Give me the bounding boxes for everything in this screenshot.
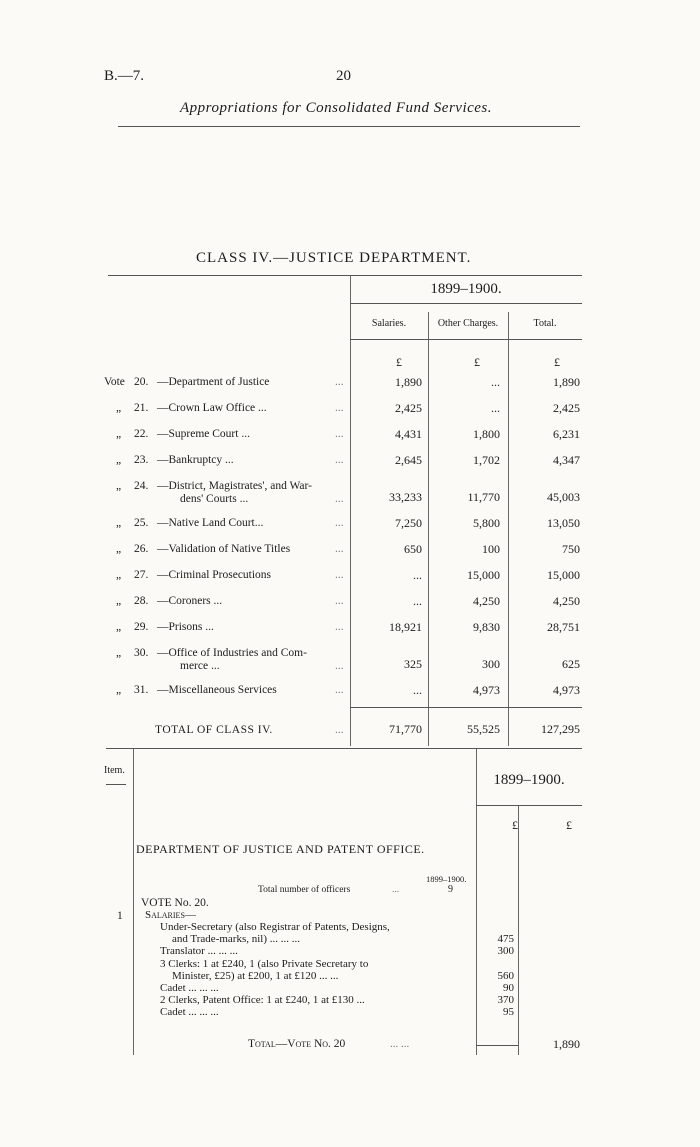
row-other-charges: 1,702 [473,453,500,467]
row-salaries: 4,431 [395,427,422,441]
row-label-continued: merce ... [180,660,220,672]
row-dots: ... [335,454,344,466]
salary-line-text: 2 Clerks, Patent Office: 1 at £240, 1 at £130 ... [160,994,365,1007]
row-other-charges: 9,830 [473,620,500,634]
row-dots: ... [335,402,344,414]
salary-line-amount: 95 [503,1006,514,1019]
row-vote-number: 20. [134,376,149,388]
row-prefix: „ [116,402,122,414]
row-total: 6,231 [553,427,580,441]
row-salaries: 325 [404,657,422,671]
header-rule [118,126,580,127]
row-label: —Prisons ... [157,621,214,633]
salaries-heading: Salaries— [145,909,196,921]
vote-item-divider [133,749,134,1055]
class-total-dots: ... [335,724,344,736]
row-label: —District, Magistrates', and War- [157,480,312,492]
row-dots: ... [335,595,344,607]
row-dots: ... [335,543,344,555]
salary-line-text: Cadet ... ... ... [160,982,219,994]
row-vote-number: 30. [134,647,149,659]
salary-line-text: Translator ... ... ... [160,945,238,958]
col-header-total: Total. [533,318,557,329]
row-dots: ... [335,569,344,581]
row-prefix: „ [116,621,122,633]
row-other-charges: 11,770 [467,490,500,504]
row-label: —Native Land Court... [157,517,264,529]
row-salaries: 1,890 [395,375,422,389]
department-title: DEPARTMENT OF JUSTICE AND PATENT OFFICE. [136,842,425,856]
row-prefix: „ [116,517,122,529]
row-vote-number: 26. [134,543,149,555]
salary-line-text: and Trade-marks, nil) ... ... ... [172,933,301,946]
vote-total-value: 1,890 [553,1037,580,1051]
row-total: 45,003 [547,490,580,504]
column-header-rule [350,339,582,340]
row-vote-number: 27. [134,569,149,581]
vote-label: VOTE No. 20. [141,897,209,909]
row-label: —Validation of Native Titles [157,543,291,555]
row-other-charges: ... [491,401,500,415]
row-vote-number: 23. [134,454,149,466]
class-top-rule [108,275,582,276]
row-vote-number: 31. [134,684,149,696]
currency-total: £ [554,355,560,369]
vote-amount-divider-2 [518,806,519,1055]
item-header-rule [106,784,126,785]
row-prefix: „ [116,480,122,492]
class-total-other: 55,525 [467,722,500,736]
salary-line-amount: 90 [503,982,514,994]
row-dots: ... [335,428,344,440]
row-prefix: Vote [104,376,125,388]
row-prefix: „ [116,684,122,696]
vote-year-header: 1899–1900. [493,772,565,788]
salary-line-amount: 300 [497,945,514,958]
salary-line-amount: 560 [497,969,514,982]
row-total: 750 [562,542,580,556]
document-reference: B.—7. [104,68,145,84]
row-total: 1,890 [553,375,580,389]
class-total-label: TOTAL OF CLASS IV. [155,724,273,736]
row-label: —Miscellaneous Services [157,684,277,696]
row-label: —Criminal Prosecutions [157,569,272,581]
vote-top-rule [106,748,582,749]
row-label-continued: dens' Courts ... [180,493,249,505]
page-title: Appropriations for Consolidated Fund Services. [180,100,493,116]
vote-currency-1: £ [512,818,518,832]
row-total: 625 [562,657,580,671]
col-header-other-charges: Other Charges. [437,318,499,329]
row-total: 4,250 [553,594,580,608]
row-vote-number: 28. [134,595,149,607]
row-total: 4,347 [553,453,580,467]
officers-year: 1899–1900. [426,874,467,884]
row-vote-number: 29. [134,621,149,633]
item-header: Item. [104,765,125,776]
row-salaries: 7,250 [395,516,422,530]
row-other-charges: ... [491,375,500,389]
row-total: 15,000 [547,568,580,582]
row-salaries: 2,645 [395,453,422,467]
row-salaries: 18,921 [389,620,422,634]
row-prefix: „ [116,569,122,581]
row-other-charges: 300 [482,657,500,671]
row-label: —Bankruptcy ... [157,454,234,466]
class-title: CLASS IV.—JUSTICE DEPARTMENT. [196,250,472,266]
officers-count: 9 [448,884,453,895]
row-total: 28,751 [547,620,580,634]
row-dots: ... [335,493,344,505]
officers-label: Total number of officers [258,885,351,895]
row-other-charges: 5,800 [473,516,500,530]
row-total: 13,050 [547,516,580,530]
row-other-charges: 4,973 [473,683,500,697]
col-header-salaries: Salaries. [371,318,407,329]
salary-line-amount: 370 [497,994,514,1007]
vote-year-rule [476,805,582,806]
row-other-charges: 15,000 [467,568,500,582]
row-label: —Coroners ... [157,595,223,607]
row-prefix: „ [116,595,122,607]
class-total-total: 127,295 [541,722,580,736]
row-salaries: 650 [404,542,422,556]
row-salaries: 33,233 [389,490,422,504]
salary-line-text: Cadet ... ... ... [160,1006,219,1019]
row-other-charges: 1,800 [473,427,500,441]
row-total: 4,973 [553,683,580,697]
currency-salaries: £ [396,355,402,369]
row-other-charges: 100 [482,542,500,556]
row-label: —Supreme Court ... [157,428,250,440]
class-year-header: 1899–1900. [430,281,502,297]
row-prefix: „ [116,647,122,659]
row-total: 2,425 [553,401,580,415]
vote-currency-2: £ [566,818,572,832]
row-other-charges: 4,250 [473,594,500,608]
row-dots: ... [335,517,344,529]
vote-total-label: Total—Vote No. 20 [248,1038,346,1050]
row-salaries: ... [413,594,422,608]
currency-other: £ [474,355,480,369]
salary-line-text: Minister, £25) at £200, 1 at £120 ... ... [172,969,339,982]
vote-total-dots: ... ... [390,1038,410,1050]
officers-dots: ... [392,885,400,895]
row-dots: ... [335,621,344,633]
year-rule [350,303,582,304]
salary-line-text: 3 Clerks: 1 at £240, 1 (also Private Secretary to [160,957,369,970]
class-total-salaries: 71,770 [389,722,422,736]
row-dots: ... [335,376,344,388]
row-vote-number: 21. [134,402,149,414]
item-number: 1 [117,910,123,922]
row-salaries: 2,425 [395,401,422,415]
row-prefix: „ [116,543,122,555]
vote-total-dash [476,1045,518,1046]
salary-line-text: Under-Secretary (also Registrar of Patents, Designs, [160,921,390,933]
page-number: 20 [336,68,351,84]
row-dots: ... [335,684,344,696]
row-label: —Department of Justice [157,376,270,388]
total-rule [350,707,582,708]
col-divider-label [350,276,351,746]
row-dots: ... [335,660,344,672]
row-prefix: „ [116,428,122,440]
row-label: —Crown Law Office ... [157,402,267,414]
salary-line-amount: 475 [497,933,514,946]
row-vote-number: 25. [134,517,149,529]
row-salaries: ... [413,683,422,697]
row-salaries: ... [413,568,422,582]
row-vote-number: 24. [134,480,149,492]
row-prefix: „ [116,454,122,466]
row-label: —Office of Industries and Com- [157,647,307,659]
row-vote-number: 22. [134,428,149,440]
